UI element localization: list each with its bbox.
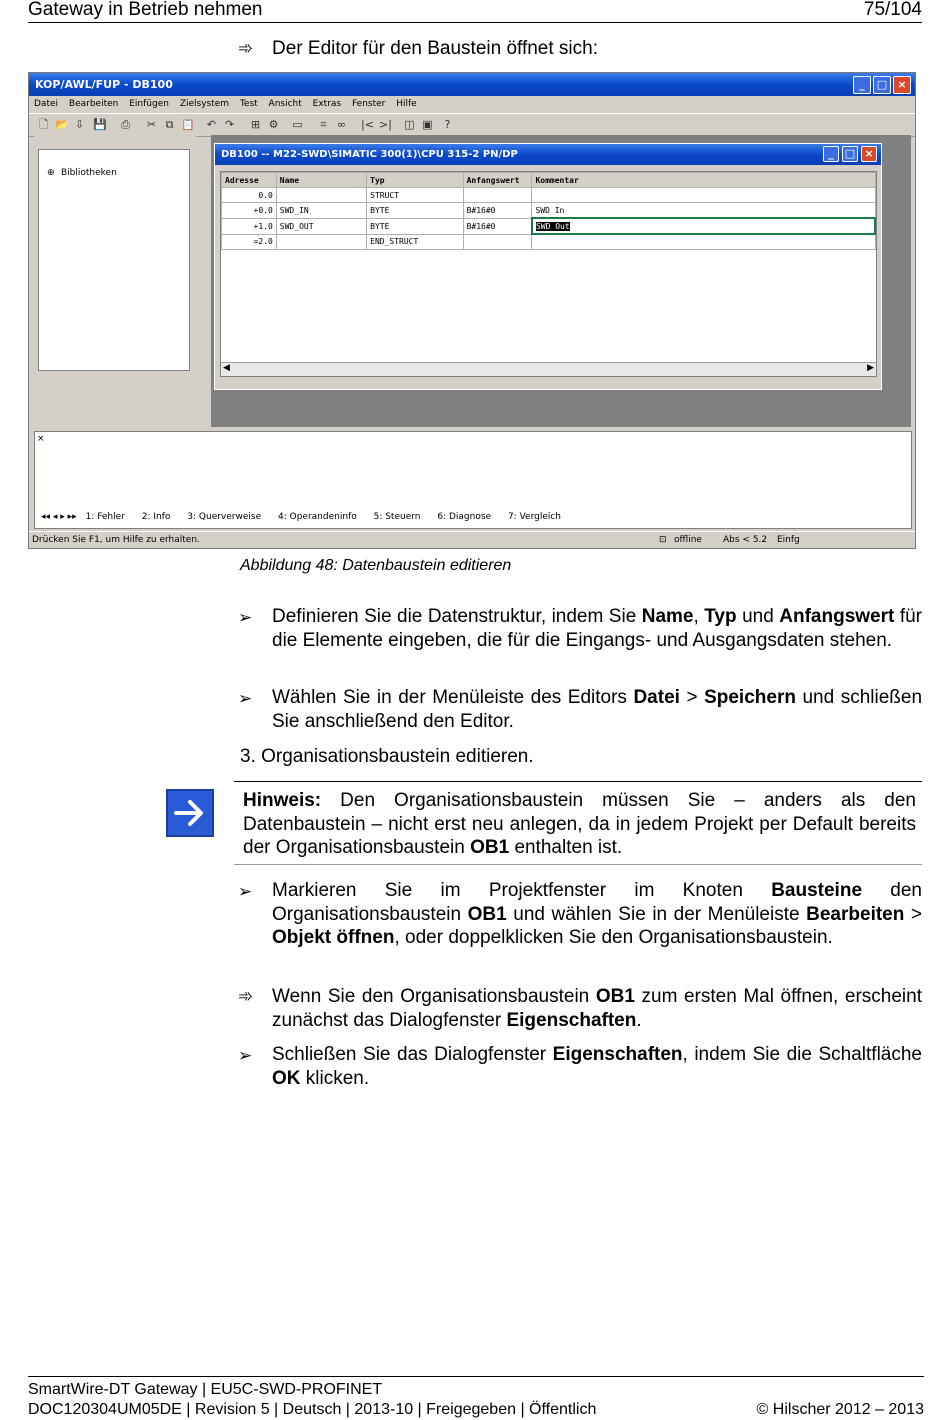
- tab-vergleich[interactable]: 7: Vergleich: [507, 512, 562, 522]
- text: , oder doppelklicken Sie den Organisationsbaustein.: [394, 927, 833, 948]
- instruction-1: [272, 605, 922, 652]
- emphasis: Eigenschaften: [506, 1009, 637, 1031]
- tab-operandeninfo[interactable]: 4: Operandeninfo: [278, 512, 357, 522]
- new-file-icon[interactable]: 🗋: [39, 118, 48, 131]
- cell-anfangswert[interactable]: B#16#0: [463, 203, 532, 219]
- open-folder-icon[interactable]: 📂: [55, 118, 69, 131]
- output-close-icon[interactable]: ×: [37, 434, 45, 444]
- text: klicken.: [300, 1067, 370, 1089]
- text: Markieren Sie im Projektfenster im Knoten: [272, 880, 772, 901]
- text: und: [736, 606, 780, 627]
- status-offline: offline: [674, 535, 702, 545]
- horizontal-scrollbar[interactable]: [221, 362, 876, 376]
- network-status-icon: ⊡: [659, 535, 667, 545]
- cell-anfangswert[interactable]: B#16#0: [463, 218, 532, 234]
- bullet-icon: ➢: [238, 1046, 253, 1065]
- emphasis: Name: [641, 606, 694, 627]
- child-minimize-icon[interactable]: _: [823, 146, 839, 162]
- cell-name[interactable]: SWD_IN: [276, 203, 366, 219]
- undo-icon[interactable]: ↶: [206, 118, 217, 131]
- menu-zielsystem[interactable]: Zielsystem: [179, 99, 230, 109]
- emphasis: OB1: [470, 837, 510, 858]
- editor-screenshot: [28, 72, 916, 549]
- note-arrow-icon: [166, 789, 214, 837]
- emphasis: Objekt öffnen: [272, 927, 395, 948]
- help-icon[interactable]: ?: [444, 118, 451, 131]
- tab-steuern[interactable]: 5: Steuern: [373, 512, 421, 522]
- cell-adresse[interactable]: +1.0: [222, 218, 277, 234]
- cell-typ[interactable]: BYTE: [367, 218, 463, 234]
- table-row[interactable]: [222, 188, 876, 203]
- bullet-icon: ➢: [238, 608, 253, 627]
- cell-anfangswert[interactable]: [463, 188, 532, 203]
- bullet-icon: ➢: [238, 689, 253, 708]
- text: Den Organisationsbaustein müssen Sie – anders als den Datenbaustein – nicht erst neu anlegen, da in jedem Projekt per Default bereits der Organisationsbaustein: [243, 790, 916, 858]
- text: zum ersten Mal öffnen, erscheint zunächst das Dialogfenster: [272, 986, 922, 1031]
- editor-window-title: KOP/AWL/FUP - DB100: [35, 78, 173, 91]
- text: Wenn Sie den Organisationsbaustein: [272, 986, 596, 1007]
- col-kommentar: Kommentar: [532, 173, 875, 188]
- cell-name[interactable]: SWD_OUT: [276, 218, 366, 234]
- emphasis: OB1: [595, 986, 635, 1007]
- instruction-2: [272, 686, 922, 733]
- col-name: Name: [276, 173, 366, 188]
- emphasis: Anfangswert: [779, 606, 895, 627]
- print-icon[interactable]: ⎙: [121, 118, 130, 131]
- text: und schließen Sie anschließend den Editor.: [272, 687, 923, 732]
- minimize-icon[interactable]: _: [853, 76, 871, 94]
- cell-adresse[interactable]: 0.0: [222, 188, 277, 203]
- program-elements-panel: [34, 135, 196, 427]
- network-icon[interactable]: ⊞: [250, 118, 261, 131]
- declaration-table: [221, 172, 876, 250]
- cell-kommentar[interactable]: [532, 234, 875, 250]
- editor-toolbar: [29, 113, 915, 137]
- last-icon[interactable]: >|: [379, 118, 392, 131]
- tab-diagnose[interactable]: 6: Diagnose: [437, 512, 492, 522]
- text: enthalten ist.: [509, 837, 623, 858]
- mdi-area: [211, 135, 911, 427]
- cell-typ[interactable]: END_STRUCT: [367, 234, 463, 250]
- text: für die Elemente eingeben, die für die Eingangs- und Ausgangsdaten stehen.: [272, 606, 922, 651]
- emphasis: Bearbeiten: [806, 903, 905, 925]
- editor-title-bar: [29, 73, 915, 96]
- text: Definieren Sie die Datenstruktur, indem Sie: [272, 606, 642, 627]
- emphasis: OK: [272, 1067, 301, 1089]
- menu-ansicht[interactable]: Ansicht: [268, 99, 302, 109]
- page-header: [28, 0, 922, 23]
- text: >: [679, 687, 705, 708]
- table-row[interactable]: [222, 203, 876, 219]
- note-text: [243, 789, 916, 860]
- cell-anfangswert[interactable]: [463, 234, 532, 250]
- note-bottom-rule: [234, 864, 922, 865]
- cell-name[interactable]: [276, 234, 366, 250]
- figure-caption: Abbildung 48: Datenbaustein editieren: [240, 557, 512, 574]
- scroll-left-icon[interactable]: ◀: [223, 363, 230, 373]
- tab-nav-icon[interactable]: ◂◂ ◂ ▸ ▸▸: [41, 512, 77, 522]
- menu-datei[interactable]: Datei: [34, 99, 59, 109]
- text: und wählen Sie in der Menüleiste: [506, 903, 807, 925]
- status-help-text: Drücken Sie F1, um Hilfe zu erhalten.: [32, 535, 200, 545]
- redo-icon[interactable]: ↷: [224, 118, 235, 131]
- library-tree: [38, 149, 190, 371]
- text: Schließen Sie das Dialogfenster: [272, 1044, 553, 1065]
- chapter-title: Gateway in Betrieb nehmen: [28, 0, 263, 20]
- tree-icon[interactable]: ⌗: [320, 118, 327, 131]
- paste-icon[interactable]: 📋: [181, 118, 195, 131]
- output-tabs: [41, 510, 575, 525]
- tree-item-bibliotheken[interactable]: Bibliotheken: [61, 168, 117, 178]
- col-typ: Typ: [367, 173, 463, 188]
- step-3-heading: 3. Organisationsbaustein editieren.: [240, 746, 534, 767]
- cell-adresse[interactable]: +0.0: [222, 203, 277, 219]
- cell-typ[interactable]: STRUCT: [367, 188, 463, 203]
- cell-name[interactable]: [276, 188, 366, 203]
- db-editor-window: [214, 143, 882, 390]
- cut-icon[interactable]: ✂: [146, 118, 157, 131]
- table-row[interactable]: [222, 234, 876, 250]
- menu-extras[interactable]: Extras: [312, 99, 342, 109]
- instruction-3: [272, 879, 922, 950]
- table-row[interactable]: [222, 218, 876, 234]
- note-top-rule: [234, 781, 922, 782]
- intro-text: Der Editor für den Baustein öffnet sich:: [272, 38, 598, 59]
- page-footer: [28, 1376, 924, 1420]
- emphasis: OB1: [467, 903, 507, 925]
- editor-menubar: [29, 96, 915, 113]
- declaration-table-area: [220, 171, 877, 377]
- cell-typ[interactable]: BYTE: [367, 203, 463, 219]
- db-editor-title: DB100 -- M22-SWD\SIMATIC 300(1)\CPU 315-2 PN/DP: [221, 149, 518, 160]
- text: .: [636, 1009, 642, 1031]
- layout-icon[interactable]: ◫: [404, 118, 415, 131]
- result-arrow-icon: ➾: [238, 38, 254, 58]
- text: ,: [693, 606, 705, 627]
- cell-kommentar[interactable]: [532, 218, 875, 234]
- emphasis: Eigenschaften: [552, 1044, 683, 1065]
- menu-hilfe[interactable]: Hilfe: [396, 99, 417, 109]
- col-anfangswert: Anfangswert: [463, 173, 532, 188]
- db-editor-title-bar: [215, 144, 881, 165]
- note-label: Hinweis:: [243, 790, 322, 811]
- selected-comment-text: SWD Out: [535, 221, 570, 231]
- footer-document: DOC120304UM05DE | Revision 5 | Deutsch | 2013-10 | Freigegeben | Öffentlich: [28, 1401, 597, 1418]
- child-maximize-icon[interactable]: □: [842, 146, 858, 162]
- first-icon[interactable]: |<: [361, 118, 374, 131]
- status-bar: [29, 531, 915, 548]
- menu-bearbeiten[interactable]: Bearbeiten: [68, 99, 119, 109]
- menu-einfuegen[interactable]: Einfügen: [129, 99, 169, 109]
- cell-kommentar[interactable]: [532, 188, 875, 203]
- menu-test[interactable]: Test: [239, 99, 258, 109]
- save-icon[interactable]: 💾: [93, 118, 107, 131]
- monitor-icon[interactable]: ⚙: [268, 118, 279, 131]
- emphasis: Speichern: [704, 687, 796, 708]
- text: Wählen Sie in der Menüleiste des Editors: [272, 687, 634, 708]
- tab-fehler[interactable]: 1: Fehler: [85, 512, 125, 522]
- glasses-icon[interactable]: ∞: [336, 118, 347, 131]
- emphasis: Typ: [704, 606, 737, 627]
- page-number: 75/104: [863, 0, 922, 20]
- scroll-right-icon[interactable]: ▶: [867, 363, 874, 373]
- close-icon[interactable]: ×: [893, 76, 911, 94]
- tree-expand-icon[interactable]: ⊕: [47, 168, 55, 178]
- menu-fenster[interactable]: Fenster: [351, 99, 386, 109]
- instruction-4: [272, 1043, 922, 1090]
- copy-icon[interactable]: ⧉: [165, 118, 174, 131]
- table-header-row: [222, 173, 876, 188]
- text: >: [904, 903, 922, 925]
- text: , indem Sie die Schaltfläche: [682, 1044, 922, 1065]
- emphasis: Datei: [633, 687, 680, 708]
- status-abs: Abs < 5.2: [723, 535, 768, 545]
- footer-product: SmartWire-DT Gateway | EU5C-SWD-PROFINET: [28, 1381, 383, 1398]
- tab-querverweise[interactable]: 3: Querverweise: [187, 512, 262, 522]
- text: den Organisationsbaustein: [272, 880, 923, 925]
- download-icon[interactable]: ⇩: [74, 118, 85, 131]
- overview-icon[interactable]: ▣: [422, 118, 433, 131]
- bullet-icon: ➢: [238, 882, 253, 901]
- footer-copyright: © Hilscher 2012 – 2013: [756, 1401, 924, 1418]
- col-adresse: Adresse: [222, 173, 277, 188]
- cell-adresse[interactable]: =2.0: [222, 234, 277, 250]
- child-close-icon[interactable]: ×: [861, 146, 877, 162]
- maximize-icon[interactable]: □: [873, 76, 891, 94]
- result-arrow-icon: ➾: [238, 986, 254, 1006]
- window-icon[interactable]: ▭: [292, 118, 303, 131]
- emphasis: Bausteine: [771, 880, 863, 901]
- cell-kommentar[interactable]: SWD In: [532, 203, 875, 219]
- status-mode: Einfg: [777, 535, 800, 545]
- tab-info[interactable]: 2: Info: [141, 512, 171, 522]
- result-text: [272, 985, 922, 1032]
